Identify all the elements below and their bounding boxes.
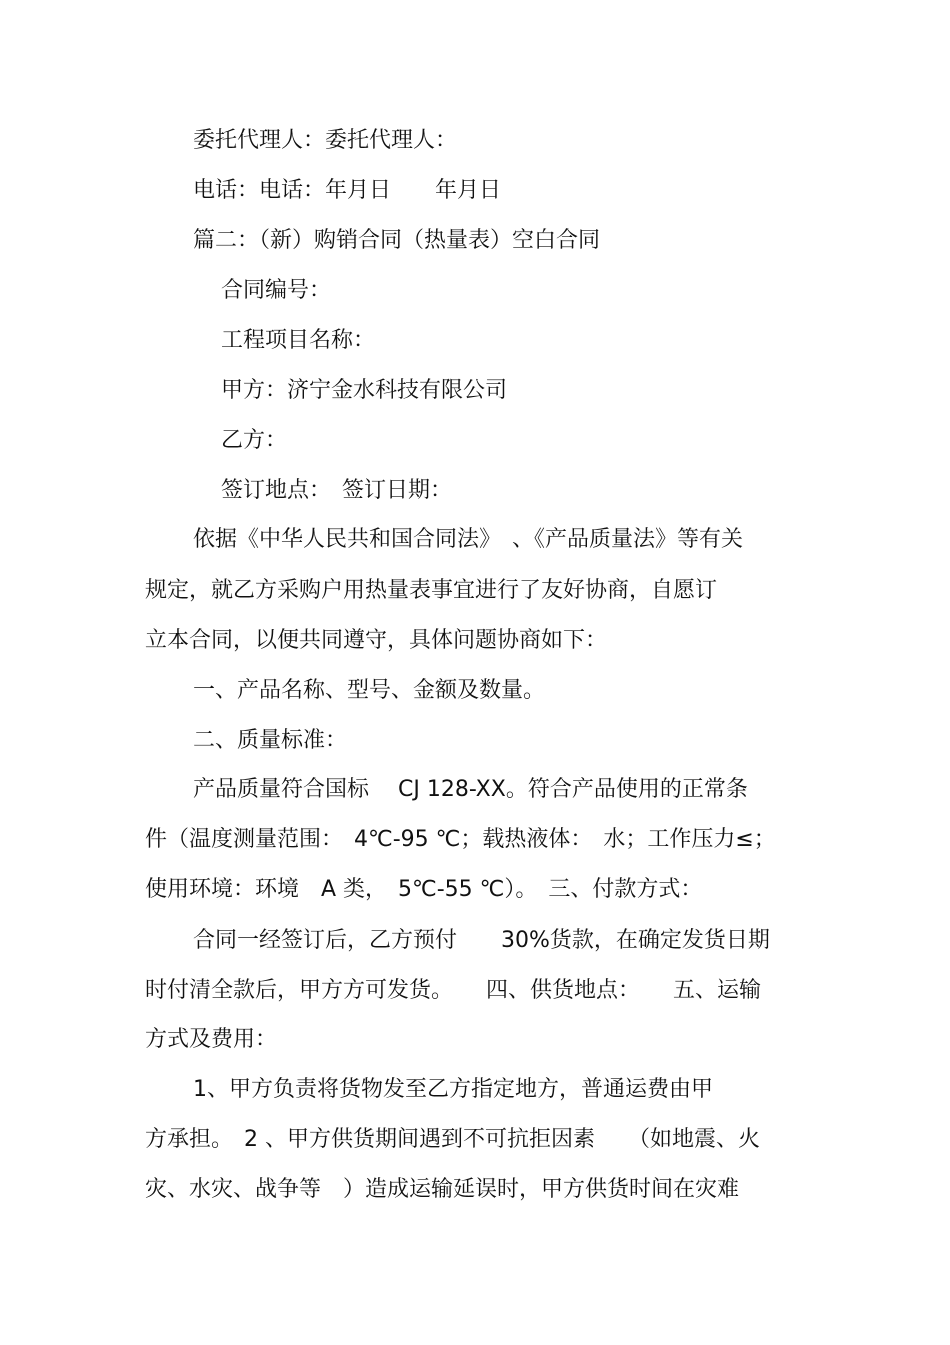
text-line: 甲方：济宁金水科技有限公司: [221, 378, 508, 403]
section-heading: 篇二：（新）购销合同（热量表）空白合同: [193, 228, 601, 253]
text-line: 二、质量标准：: [193, 728, 348, 753]
text-line: 件（温度测量范围： 4℃-95 ℃；载热液体： 水；工作压力≤；: [145, 827, 776, 852]
text-line: 合同一经签订后，乙方预付 30%货款，在确定发货日期: [193, 928, 770, 953]
text-line: 灾、水灾、战争等 ）造成运输延误时，甲方供货时间在灾难: [145, 1177, 740, 1202]
text-line: 方承担。 2 、甲方供货期间遇到不可抗拒因素 （如地震、火: [145, 1127, 760, 1152]
text-line: 工程项目名称：: [221, 328, 376, 353]
text-line: 立本合同，以便共同遵守，具体问题协商如下：: [145, 628, 608, 653]
text-line: 合同编号：: [221, 278, 332, 303]
text-line: 乙方：: [221, 428, 288, 453]
text-line: 委托代理人：委托代理人：: [193, 128, 458, 153]
text-line: 依据《中华人民共和国合同法》 、《产品质量法》等有关: [193, 527, 744, 552]
text-line: 电话：电话：年月日 年月日: [193, 178, 502, 203]
text-line: 使用环境：环境 A 类， 5℃-55 ℃）。 三、付款方式：: [145, 877, 703, 902]
text-line: 一、产品名称、型号、金额及数量。: [193, 678, 546, 703]
text-line: 1、甲方负责将货物发至乙方指定地方，普通运费由甲: [193, 1077, 713, 1102]
text-line: 时付清全款后，甲方方可发货。 四、供货地点： 五、运输: [145, 978, 762, 1003]
text-line: 产品质量符合国标 CJ 128-XX。符合产品使用的正常条: [193, 777, 748, 802]
text-line: 签订地点： 签订日期：: [221, 478, 453, 503]
text-line: 规定，就乙方采购户用热量表事宜进行了友好协商，自愿订: [145, 578, 718, 603]
text-line: 方式及费用：: [145, 1027, 278, 1052]
